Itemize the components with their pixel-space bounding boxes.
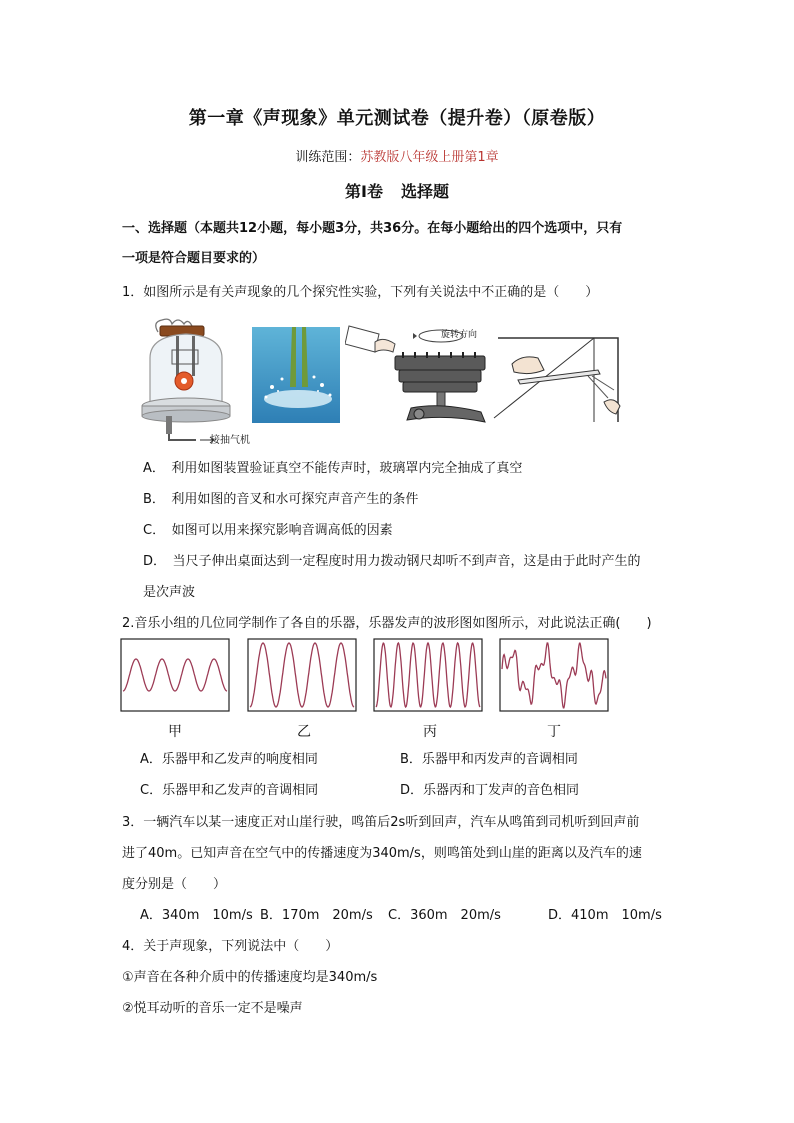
instructions-line-2: 一项是符合题目要求的） (122, 251, 266, 266)
section-part: 第Ⅰ卷 (345, 182, 383, 201)
pump-label: 接抽气机 (210, 435, 250, 446)
wave-label-ding: 丁 (547, 724, 561, 740)
section-heading (0, 179, 794, 202)
bell-jar-figure (136, 312, 256, 447)
q3-option-d: D．410m 10m/s (548, 908, 662, 923)
training-range (0, 146, 794, 165)
q3-option-b: B．170m 20m/s (260, 908, 373, 923)
q3-option-a: A．340m 10m/s (140, 908, 253, 923)
section-name: 选择题 (400, 182, 449, 201)
wave-box-bing (374, 639, 482, 711)
ruler-table-figure (488, 332, 624, 424)
q2-stem: 2.音乐小组的几位同学制作了各自的乐器，乐器发声的波形图如图所示，对此说法正确( ) (122, 616, 652, 631)
q4-item-2: ②悦耳动听的音乐一定不是噪声 (122, 1001, 303, 1016)
document-title: 第一章《声现象》单元测试卷（提升卷）（原卷版） (188, 108, 606, 129)
q4-item-1: ①声音在各种介质中的传播速度均是340m/s (122, 970, 378, 985)
tuning-fork-water-figure (252, 327, 340, 423)
waveform-bing (376, 643, 480, 707)
waveform-figure (120, 638, 610, 714)
waveform-jia (123, 659, 227, 691)
q4-stem: 4．关于声现象，下列说法中（ ） (122, 939, 339, 954)
waveform-ding (502, 643, 606, 708)
q1-option-d: D． 当尺子伸出桌面达到一定程度时用力拨动钢尺却听不到声音，这是由于此时产生的 (143, 554, 641, 569)
q3-stem-line-1: 3．一辆汽车以某一速度正对山崖行驶，鸣笛后2s听到回声，汽车从鸣笛到司机听到回声前 (122, 815, 640, 830)
wave-label-jia: 甲 (168, 724, 182, 740)
rotation-label: 旋转方向 (441, 330, 478, 340)
waveform-yi (250, 643, 354, 707)
wave-box-jia (121, 639, 229, 711)
q1-option-c: C． 如图可以用来探究影响音调高低的因素 (143, 523, 393, 538)
wave-label-yi: 乙 (297, 724, 311, 740)
wave-label-bing: 丙 (423, 724, 437, 740)
q3-option-c: C．360m 20m/s (388, 908, 501, 923)
range-prefix: 训练范围： (295, 150, 361, 165)
q2-option-a: A．乐器甲和乙发声的响度相同 (140, 752, 318, 767)
instructions-line-1: 一、选择题（本题共12小题，每小题3分，共36分。在每小题给出的四个选项中，只有 (122, 221, 623, 236)
q1-stem: 1．如图所示是有关声现象的几个探究性实验，下列有关说法中不正确的是（ ） (122, 285, 599, 300)
q3-stem-line-3: 度分别是（ ） (122, 877, 227, 892)
q2-option-d: D．乐器丙和丁发声的音色相同 (400, 783, 580, 798)
wave-box-yi (248, 639, 356, 711)
q1-option-a: A． 利用如图装置验证真空不能传声时，玻璃罩内完全抽成了真空 (143, 461, 523, 476)
range-value: 苏教版八年级上册第1章 (360, 150, 499, 165)
q3-stem-line-2: 进了40m。已知声音在空气中的传播速度为340m/s，则鸣笛处到山崖的距离以及汽车的速 (122, 846, 642, 861)
q1-option-d-cont: 是次声波 (143, 585, 196, 600)
q2-option-c: C．乐器甲和乙发声的音调相同 (140, 783, 319, 798)
q2-option-b: B．乐器甲和丙发声的音调相同 (400, 752, 578, 767)
q1-option-b: B． 利用如图的音叉和水可探究声音产生的条件 (143, 492, 419, 507)
